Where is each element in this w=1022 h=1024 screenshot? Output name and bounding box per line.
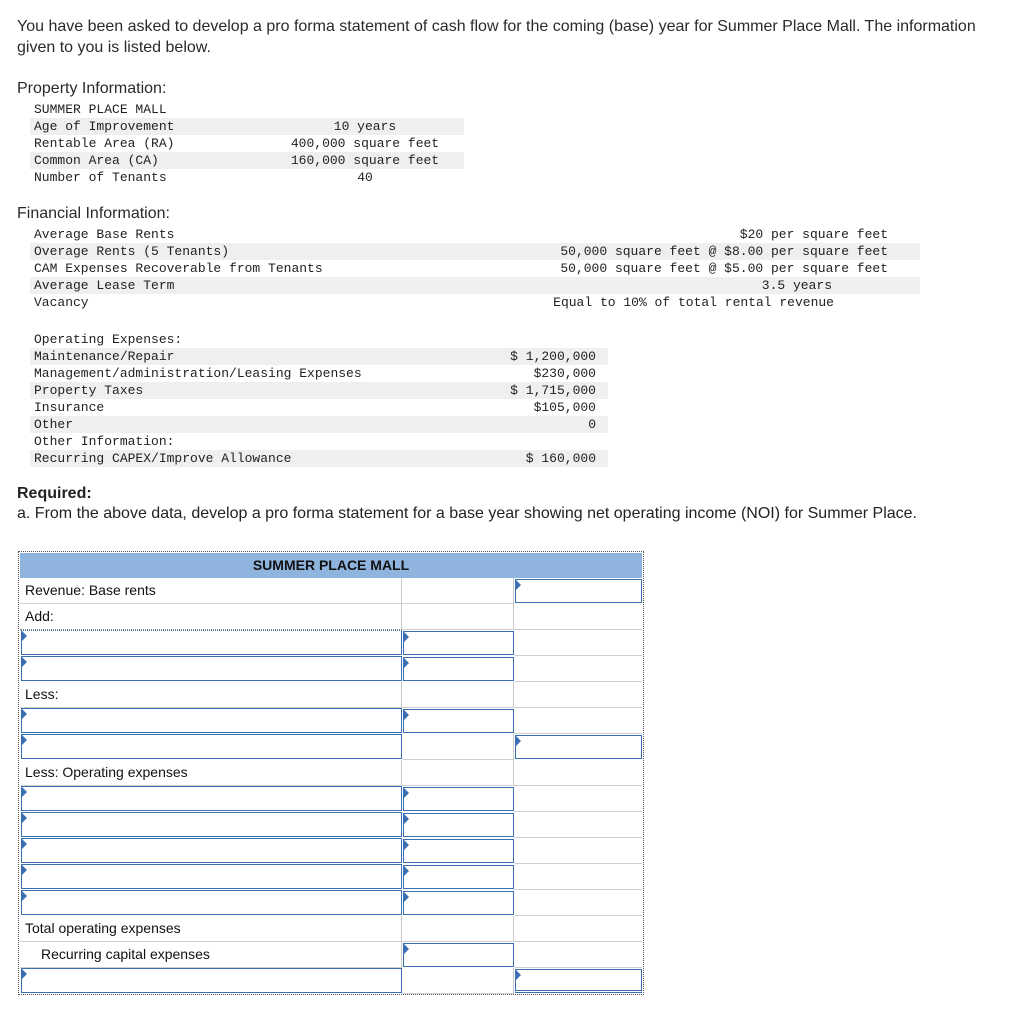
worksheet	[18, 551, 644, 995]
empty-cell	[514, 890, 642, 916]
empty-cell	[514, 656, 642, 682]
property-value: 160,000 square feet	[266, 152, 464, 169]
financial-value: Equal to 10% of total rental revenue	[553, 295, 834, 310]
property-name: SUMMER PLACE MALL	[34, 102, 167, 117]
input-marker-icon	[22, 709, 27, 719]
empty-cell	[514, 786, 642, 812]
capex-label: Recurring capital expenses	[20, 942, 402, 968]
noi-label-input[interactable]	[21, 968, 402, 993]
other-info-title: Other Information:	[34, 434, 175, 449]
property-section-title: Property Information:	[17, 80, 167, 97]
operating-title: Operating Expenses:	[34, 332, 183, 347]
opex-item-4-label-input[interactable]	[21, 864, 402, 889]
less-item-2-label-input[interactable]	[21, 734, 402, 759]
operating-row	[30, 348, 608, 365]
operating-label: Maintenance/Repair	[34, 349, 175, 364]
financial-value: 50,000 square feet @ $5.00 per square feet	[560, 261, 888, 276]
capex-amount-input[interactable]	[403, 943, 514, 967]
input-marker-icon	[22, 969, 27, 979]
input-marker-icon	[22, 657, 27, 667]
input-marker-icon	[516, 970, 521, 980]
opex-item-3-label-input[interactable]	[21, 838, 402, 863]
input-marker-icon	[404, 632, 409, 642]
operating-row	[30, 365, 608, 382]
add-item-1-amount-input[interactable]	[403, 631, 514, 655]
input-marker-icon	[22, 865, 27, 875]
input-marker-icon	[404, 840, 409, 850]
input-marker-icon	[22, 631, 27, 641]
opex-item-2-amount-input[interactable]	[403, 813, 514, 837]
empty-cell	[514, 838, 642, 864]
financial-row	[30, 260, 920, 277]
noi-amount-input[interactable]	[515, 969, 642, 993]
worksheet-title: SUMMER PLACE MALL	[252, 557, 410, 573]
operating-value: $105,000	[533, 400, 596, 415]
property-label: Number of Tenants	[34, 170, 167, 185]
financial-value: $20 per square feet	[739, 227, 888, 242]
empty-cell	[514, 942, 642, 968]
property-value: 400,000 square feet	[290, 136, 440, 151]
less-item-1-amount-input[interactable]	[403, 709, 514, 733]
empty-cell	[514, 760, 642, 786]
worksheet-header	[20, 553, 642, 578]
add-item-2-amount-input[interactable]	[403, 657, 514, 681]
input-marker-icon	[22, 735, 27, 745]
financial-label: Overage Rents (5 Tenants)	[34, 244, 230, 259]
property-table	[30, 101, 464, 186]
operating-label: Management/administration/Leasing Expenses	[34, 366, 362, 381]
operating-value: $ 1,200,000	[510, 349, 596, 364]
property-label: Common Area (CA)	[30, 152, 266, 169]
base-rents-input[interactable]	[515, 579, 642, 603]
empty-cell	[514, 708, 642, 734]
financial-row	[30, 243, 920, 260]
empty-cell	[514, 604, 642, 630]
opex-item-1-label-input[interactable]	[21, 786, 402, 811]
input-marker-icon	[404, 892, 409, 902]
property-label: Rentable Area (RA)	[34, 136, 175, 151]
empty-cell	[402, 734, 514, 760]
empty-cell	[402, 916, 514, 942]
financial-label: Vacancy	[34, 295, 89, 310]
empty-cell	[514, 916, 642, 942]
input-marker-icon	[516, 580, 521, 590]
less-item-1-label-input[interactable]	[21, 708, 402, 733]
opex-item-5-amount-input[interactable]	[403, 891, 514, 915]
base-rents-label: Revenue: Base rents	[20, 578, 402, 604]
capex-value: $ 160,000	[525, 451, 596, 466]
financial-section-title: Financial Information:	[17, 205, 170, 222]
financial-value: 3.5 years	[761, 278, 832, 293]
financial-row	[30, 277, 920, 294]
effective-gross-income-input[interactable]	[515, 735, 642, 759]
input-marker-icon	[516, 736, 521, 746]
input-marker-icon	[404, 866, 409, 876]
operating-row	[30, 416, 608, 433]
operating-value: $230,000	[533, 366, 596, 381]
empty-cell	[402, 578, 514, 604]
capex-label: Recurring CAPEX/Improve Allowance	[34, 451, 292, 466]
input-marker-icon	[404, 814, 409, 824]
operating-row	[30, 382, 608, 399]
empty-cell	[514, 812, 642, 838]
operating-value: $ 1,715,000	[510, 383, 596, 398]
property-value: 40	[357, 170, 373, 185]
opex-item-1-amount-input[interactable]	[403, 787, 514, 811]
empty-cell	[402, 682, 514, 708]
financial-row	[30, 226, 920, 243]
empty-cell	[514, 682, 642, 708]
total-opex-label: Total operating expenses	[20, 916, 402, 942]
operating-value: 0	[588, 417, 596, 432]
empty-cell	[514, 864, 642, 890]
opex-item-2-label-input[interactable]	[21, 812, 402, 837]
input-marker-icon	[22, 787, 27, 797]
operating-label: Property Taxes	[34, 383, 144, 398]
empty-cell	[514, 630, 642, 656]
add-item-2-label-input[interactable]	[21, 656, 402, 681]
input-marker-icon	[404, 710, 409, 720]
operating-row	[30, 399, 608, 416]
less-opex-label: Less: Operating expenses	[20, 760, 402, 786]
opex-item-4-amount-input[interactable]	[403, 865, 514, 889]
opex-item-5-label-input[interactable]	[21, 890, 402, 915]
intro-text: You have been asked to develop a pro forma statement of cash flow for the coming (base) year for Summer Place Mall. The information given to you is listed below.	[17, 18, 976, 56]
operating-label: Other	[34, 417, 74, 432]
financial-label: CAM Expenses Recoverable from Tenants	[34, 261, 323, 276]
financial-label: Average Base Rents	[34, 227, 175, 242]
capex-row	[30, 450, 608, 467]
less-label: Less:	[20, 682, 402, 708]
property-label: Age of Improvement	[30, 118, 266, 135]
operating-label: Insurance	[34, 400, 105, 415]
empty-cell	[402, 604, 514, 630]
empty-cell	[402, 968, 514, 994]
input-marker-icon	[404, 658, 409, 668]
opex-item-3-amount-input[interactable]	[403, 839, 514, 863]
input-marker-icon	[22, 891, 27, 901]
financial-row	[30, 294, 920, 311]
financial-value: 50,000 square feet @ $8.00 per square feet	[560, 244, 888, 259]
input-marker-icon	[404, 944, 409, 954]
required-text: a. From the above data, develop a pro forma statement for a base year showing net operating income (NOI) for Summer Place.	[17, 505, 917, 522]
input-marker-icon	[22, 839, 27, 849]
add-item-1-label-input[interactable]	[21, 630, 402, 655]
input-marker-icon	[404, 788, 409, 798]
input-marker-icon	[22, 813, 27, 823]
required-title: Required:	[17, 485, 92, 502]
property-value: 10 years	[266, 118, 464, 135]
empty-cell	[402, 760, 514, 786]
add-label: Add:	[20, 604, 402, 630]
financial-label: Average Lease Term	[34, 278, 175, 293]
